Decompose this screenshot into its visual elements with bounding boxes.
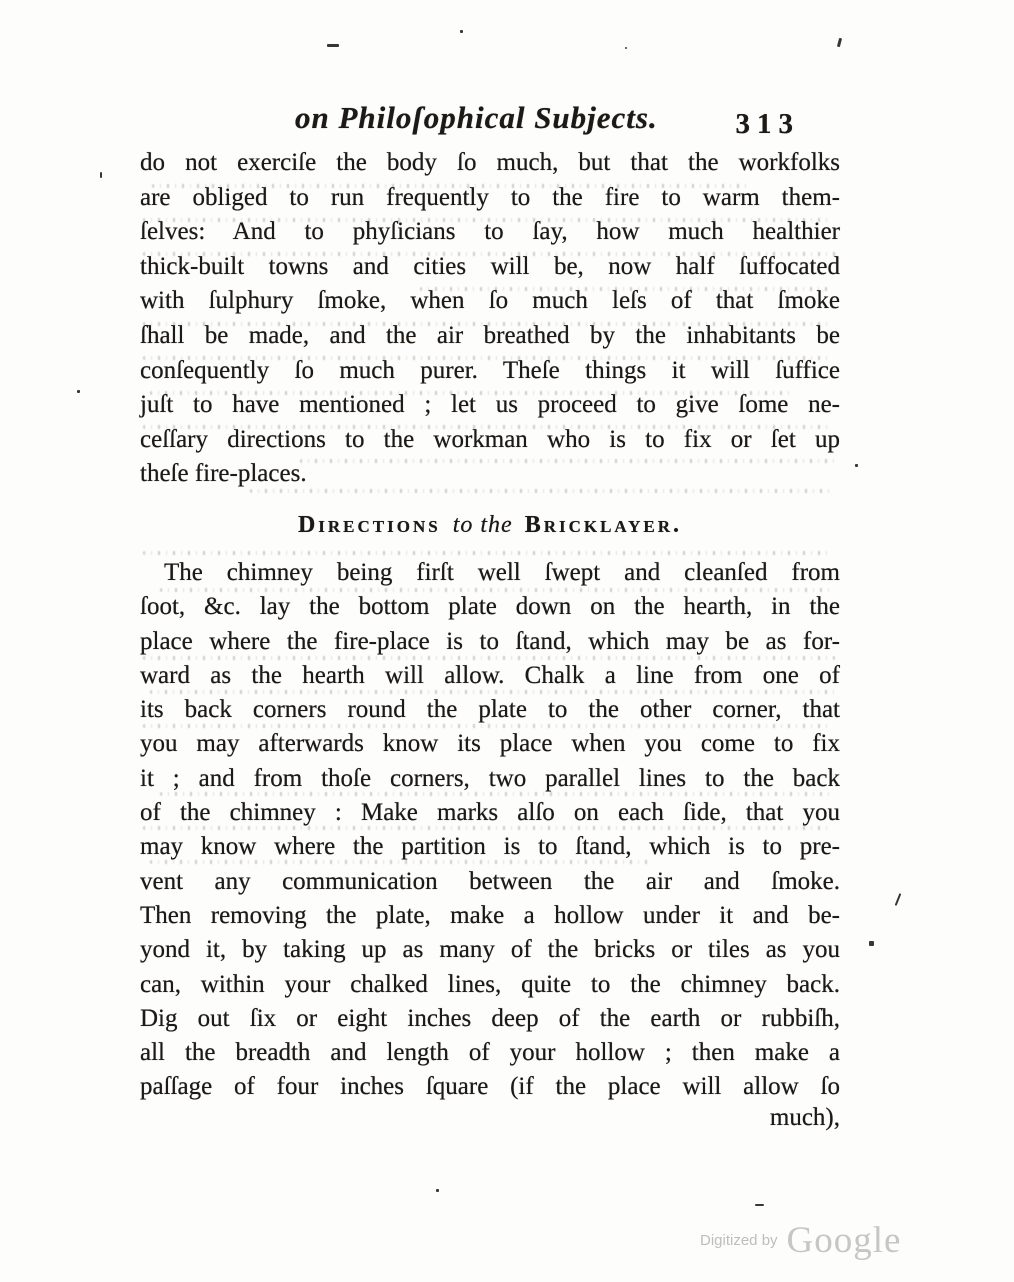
watermark-prefix: Digitized by [700,1232,778,1249]
text-line: Dig out ſix or eight inches deep of the earth or rubbiſh, [140,1004,840,1032]
stray-mark [755,1204,764,1206]
text-line: The chimney being firſt well ſwept and cleanſed from [164,559,840,586]
text-line: with ſulphury ſmoke, when ſo much leſs of that ſmoke [140,287,840,315]
text-line: can, within your chalked lines, quite to the chimney back. [140,970,840,998]
catchword: much), [769,1104,840,1131]
section-heading [140,512,840,539]
text-line: ceſſary directions to the workman who is to fix or ſet up [140,425,840,453]
scan-noise [143,252,838,256]
scan-noise [160,792,830,796]
text-line: conſequently ſo much purer. Theſe things it will ſuffice [140,356,840,384]
scan-noise [143,322,831,326]
scan-noise [150,860,650,864]
digitization-watermark [700,1222,901,1259]
text-line: all the breadth and length of your hollow ; then make a [140,1039,840,1067]
stray-mark [895,893,902,906]
text-line: are obliged to run frequently to the fire to warm them- [140,183,840,211]
scan-noise [150,690,835,694]
paragraph-directions [140,556,840,1105]
heading-word-to-the: to the [452,512,513,538]
text-line: may know where the partition is to ſtand, which is to pre- [140,833,840,861]
text-line: ſhall be made, and the air breathed by the inhabitants be [140,321,840,349]
scan-noise [300,459,835,463]
text-line: do not exerciſe the body ſo much, but that the workfolks [140,149,840,176]
text-line: ward as the hearth will allow. Chalk a line from one of [140,661,840,689]
text-line: yond it, by taking up as many of the bricks or tiles as you [140,936,840,964]
text-line: vent any communication between the air and ſmoke. [140,867,840,895]
page-header [140,100,840,146]
scan-noise [143,356,833,360]
scan-noise [143,826,833,830]
text-line: you may afterwards know its place when you come to fix [140,730,840,758]
scan-noise [143,551,833,555]
stray-mark [77,390,80,393]
scan-noise [160,588,830,592]
stray-mark [625,47,627,49]
text-line: place where the fire-place is to ſtand, which may be as for- [140,627,840,655]
stray-mark [436,1189,439,1192]
heading-word-directions: Directions [297,512,441,538]
stray-mark [460,30,463,33]
running-title: on Philoſophical Subjects. [295,100,658,135]
text-line: Then removing the plate, make a hollow under it and be- [140,901,840,929]
google-logo: Google [786,1220,902,1261]
scan-noise [143,425,831,429]
heading-word-bricklayer: Bricklayer. [524,512,683,538]
text-line: ſoot, &c. lay the bottom plate down on the hearth, in the [140,593,840,621]
text-line: juſt to have mentioned ; let us proceed to give ſome ne- [140,391,840,419]
text-line: theſe fire-places. [140,460,307,488]
stray-mark [837,38,842,47]
scan-noise [150,391,790,395]
stray-mark [100,172,102,178]
scan-noise [152,184,752,188]
text-line: of the chimney : Make marks alſo on each ſide, that you [140,799,840,827]
text-line: thick-built towns and cities will be, now half ſuffocated [140,252,840,280]
scan-noise [143,656,835,660]
text-line: paſſage of four inches ſquare (if the place will allow ſo [140,1073,840,1101]
scan-noise [420,287,830,291]
scan-noise [250,489,835,493]
text-line: ſelves: And to phyſicians to ſay, how much healthier [140,218,840,246]
scan-noise [143,218,833,222]
stray-mark [327,44,339,47]
stray-mark [855,464,858,467]
scan-noise [143,724,833,728]
text-line: its back corners round the plate to the other corner, that [140,696,840,724]
stray-mark [869,941,874,946]
text-line: it ; and from thoſe corners, two parallel lines to the back [140,764,840,792]
page-number: 313 [735,108,800,140]
paragraph-continuation [140,146,840,492]
